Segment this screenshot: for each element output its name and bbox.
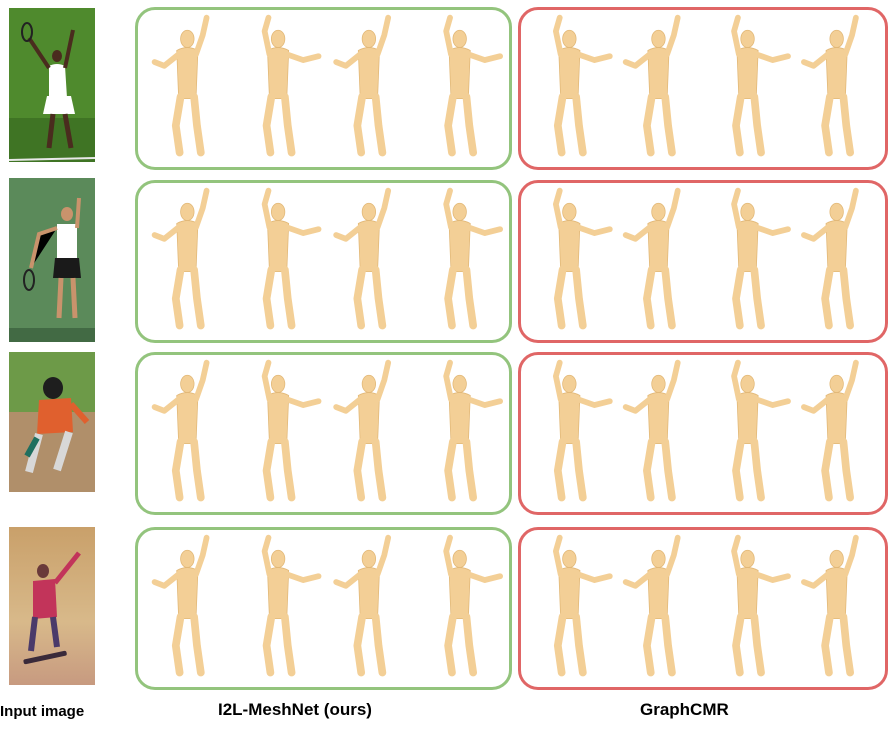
human-mesh [556, 538, 610, 673]
human-mesh [265, 363, 319, 498]
human-mesh [155, 363, 207, 498]
human-mesh [804, 191, 856, 326]
human-mesh [265, 538, 319, 673]
human-mesh [336, 191, 388, 326]
human-mesh [556, 363, 610, 498]
human-mesh [556, 18, 610, 153]
human-mesh [336, 363, 388, 498]
input-image-4 [9, 527, 95, 685]
human-mesh [734, 363, 788, 498]
human-mesh [734, 18, 788, 153]
input-image-1 [9, 8, 95, 162]
caption-ours: I2L-MeshNet (ours) [218, 700, 372, 719]
input-image-3 [9, 352, 95, 492]
graphcmr-panel-row-2 [518, 180, 888, 343]
human-mesh [155, 18, 207, 153]
graphcmr-panel-row-4 [518, 527, 888, 690]
ours-panel-row-3 [135, 352, 512, 515]
ours-panel-row-1 [135, 7, 512, 170]
human-mesh [626, 363, 678, 498]
human-mesh [336, 18, 388, 153]
human-mesh [446, 18, 500, 153]
human-mesh [155, 191, 207, 326]
caption-input-image: Input image [0, 703, 85, 720]
human-mesh [734, 538, 788, 673]
ours-panel-row-2 [135, 180, 512, 343]
human-mesh [265, 191, 319, 326]
human-mesh [626, 538, 678, 673]
human-mesh [804, 363, 856, 498]
human-mesh [336, 538, 388, 673]
human-mesh [446, 363, 500, 498]
graphcmr-panel-row-1 [518, 7, 888, 170]
human-mesh [265, 18, 319, 153]
caption-graphcmr: GraphCMR [640, 700, 729, 719]
ours-panel-row-4 [135, 527, 512, 690]
human-mesh [155, 538, 207, 673]
human-mesh [446, 538, 500, 673]
human-mesh [734, 191, 788, 326]
human-mesh [626, 191, 678, 326]
human-mesh [804, 18, 856, 153]
graphcmr-panel-row-3 [518, 352, 888, 515]
input-image-2 [9, 178, 95, 342]
human-mesh [446, 191, 500, 326]
human-mesh [804, 538, 856, 673]
human-mesh [556, 191, 610, 326]
human-mesh [626, 18, 678, 153]
